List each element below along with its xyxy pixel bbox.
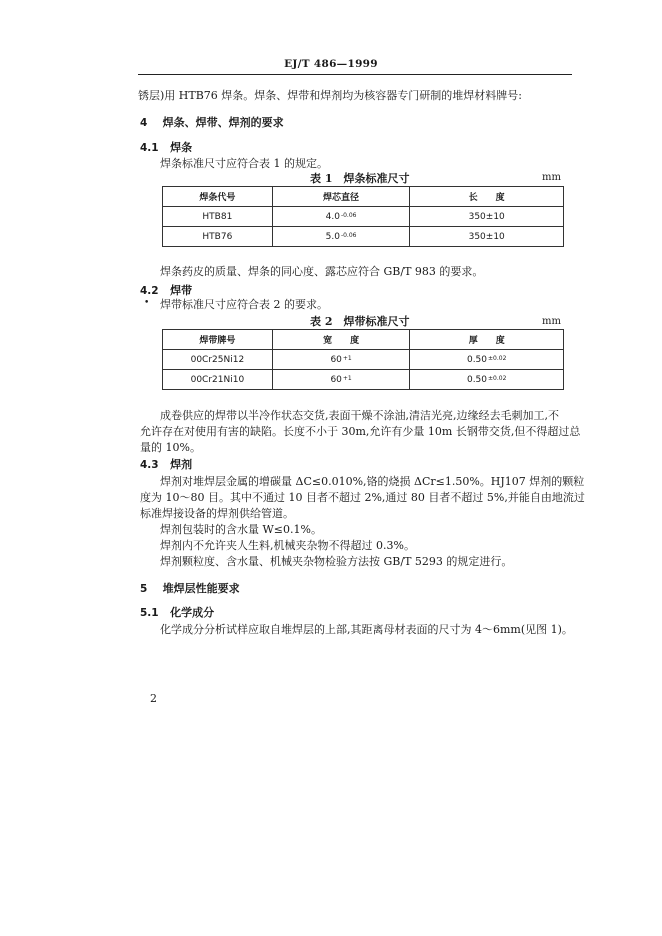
page-number: 2 <box>150 692 157 705</box>
section-4-heading <box>140 114 284 130</box>
table-cell-diameter <box>272 227 410 247</box>
section-4-2-heading <box>140 282 192 298</box>
section-4-2-para-line: 成卷供应的焊带以半冷作状态交货,表面干燥不涂油,清洁光亮,边缘经去毛刺加工,不 <box>160 409 559 422</box>
table-2-col-header: 焊带牌号 <box>163 330 273 350</box>
section-4-1-intro: 焊条标准尺寸应符合表 1 的规定。 <box>160 157 328 170</box>
table-1 <box>162 186 564 247</box>
section-4-3-para-line: 度为 10～80 目。其中不通过 10 目者不超过 2%,通过 80 目者不超过 5%,并能自由地流过 <box>140 491 585 504</box>
table-2-col-header: 厚 度 <box>410 330 564 350</box>
diameter-tolerance: -0.06 <box>340 211 357 219</box>
section-4-3-para-line: 标准焊接设备的焊剂供给管道。 <box>140 507 294 520</box>
diameter-value: 5.0 <box>325 231 340 242</box>
table-cell-code: HTB81 <box>163 207 273 227</box>
table-cell-diameter <box>272 207 410 227</box>
diameter-value: 4.0 <box>325 211 340 222</box>
table-1-col-header: 长 度 <box>410 187 564 207</box>
width-tolerance: +1 <box>342 354 352 362</box>
table-cell-code: HTB76 <box>163 227 273 247</box>
table-cell-length: 350±10 <box>410 227 564 247</box>
section-4-1-after-table: 焊条药皮的质量、焊条的同心度、露芯应符合 GB/T 983 的要求。 <box>160 265 484 278</box>
intro-line: 锈层)用 HTB76 焊条。焊条、焊带和焊剂均为核容器专门研制的堆焊材料牌号: <box>138 89 522 102</box>
table-2 <box>162 329 564 390</box>
section-4-2-number: 4.2 <box>140 285 159 297</box>
table-cell-code: 00Cr25Ni12 <box>163 350 273 370</box>
width-tolerance: +1 <box>342 374 352 382</box>
table-1-header-row <box>163 187 564 207</box>
section-4-3-number: 4.3 <box>140 459 159 471</box>
standard-header: EJ/T 486—1999 <box>284 58 378 70</box>
table-2-unit: mm <box>542 316 561 327</box>
table-cell-width <box>272 350 410 370</box>
section-5-1-title: 化学成分 <box>170 606 215 619</box>
section-5-heading <box>140 580 240 596</box>
header-rule <box>138 74 572 75</box>
section-4-1-number: 4.1 <box>140 142 159 154</box>
table-row <box>163 207 564 227</box>
table-cell-length: 350±10 <box>410 207 564 227</box>
table-2-caption: 表 2 焊带标准尺寸 <box>310 315 410 328</box>
flux-moisture-line: 焊剂包装时的含水量 W≤0.1%。 <box>160 523 322 536</box>
width-value: 60 <box>330 374 342 385</box>
section-4-1-title: 焊条 <box>170 141 193 154</box>
thickness-tolerance: ±0.02 <box>488 354 507 362</box>
table-1-unit: mm <box>542 172 561 183</box>
table-row <box>163 370 564 390</box>
section-4-1-heading <box>140 139 192 155</box>
table-1-col-header: 焊条代号 <box>163 187 273 207</box>
table-2-header-row <box>163 330 564 350</box>
table-cell-thickness <box>410 350 564 370</box>
bullet-mark: • <box>144 298 150 308</box>
flux-method-line: 焊剂颗粒度、含水量、机械夹杂物检验方法按 GB/T 5293 的规定进行。 <box>160 555 513 568</box>
table-cell-code: 00Cr21Ni10 <box>163 370 273 390</box>
section-4-2-intro: 焊带标准尺寸应符合表 2 的要求。 <box>160 298 328 311</box>
table-1-caption: 表 1 焊条标准尺寸 <box>310 172 410 185</box>
section-4-title: 焊条、焊带、焊剂的要求 <box>162 116 284 129</box>
table-2-col-header: 宽 度 <box>272 330 410 350</box>
table-1-col-header: 焊芯直径 <box>272 187 410 207</box>
table-cell-width <box>272 370 410 390</box>
section-5-1-text: 化学成分分析试样应取自堆焊层的上部,其距离母材表面的尺寸为 4～6mm(见图 1)。 <box>160 623 573 636</box>
table-row <box>163 227 564 247</box>
flux-inclusion-line: 焊剂内不允许夹人生料,机械夹杂物不得超过 0.3%。 <box>160 539 415 552</box>
section-5-title: 堆焊层性能要求 <box>162 582 240 595</box>
section-5-1-heading <box>140 604 214 620</box>
width-value: 60 <box>330 354 342 365</box>
thickness-tolerance: ±0.02 <box>488 374 507 382</box>
section-5-number: 5 <box>140 583 148 595</box>
table-cell-thickness <box>410 370 564 390</box>
diameter-tolerance: -0.06 <box>340 231 357 239</box>
section-4-3-title: 焊剂 <box>170 458 193 471</box>
section-4-number: 4 <box>140 117 148 129</box>
thickness-value: 0.50 <box>466 354 488 365</box>
section-5-1-number: 5.1 <box>140 607 159 619</box>
section-4-3-para-line: 焊剂对堆焊层金属的增碳量 ΔC≤0.010%,铬的烧损 ΔCr≤1.50%。HJ107 焊剂的颗粒 <box>160 475 585 488</box>
section-4-2-para-line: 量的 10%。 <box>140 441 201 454</box>
section-4-3-heading <box>140 456 192 472</box>
thickness-value: 0.50 <box>466 374 488 385</box>
section-4-2-title: 焊带 <box>170 284 193 297</box>
section-4-2-para-line: 允许存在对使用有害的缺陷。长度不小于 30m,允许有少量 10m 长钢带交货,但不得超过总 <box>140 425 581 438</box>
table-row <box>163 350 564 370</box>
